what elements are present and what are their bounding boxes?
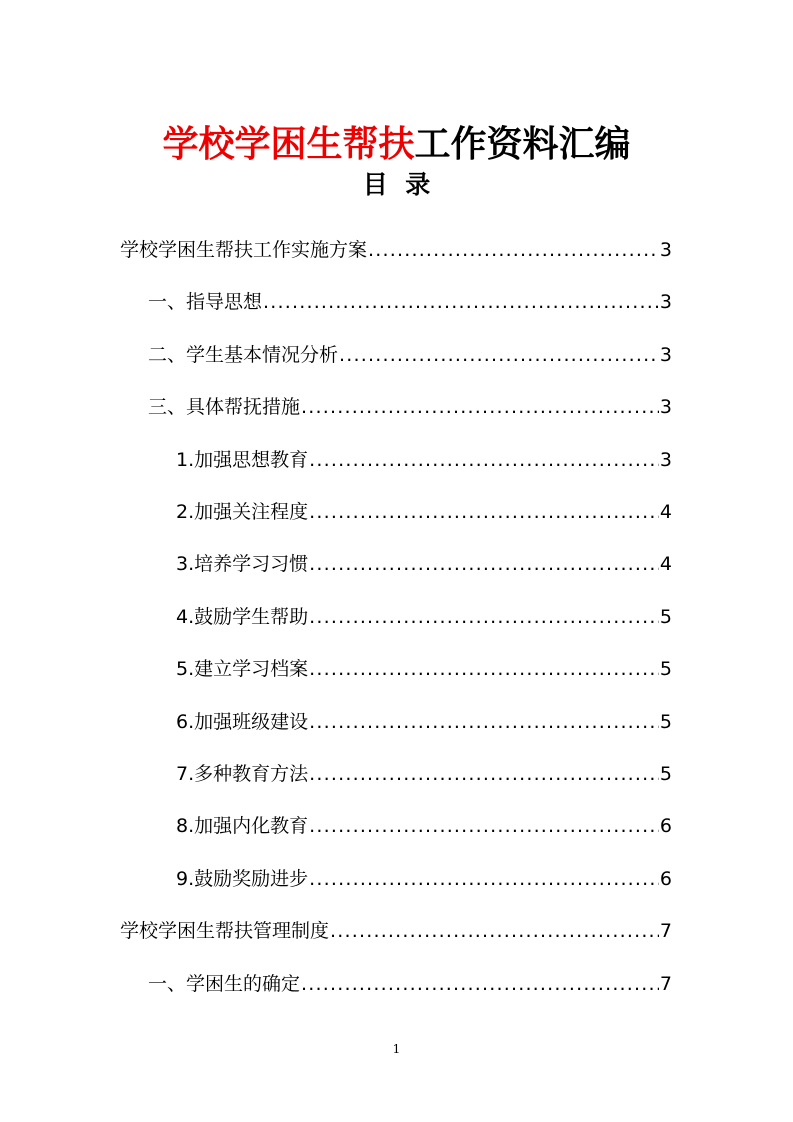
toc-leader-dots — [309, 708, 659, 736]
toc-entry[interactable] — [148, 288, 672, 316]
toc-heading: 目 录 — [362, 170, 431, 199]
toc-entry[interactable] — [148, 970, 672, 998]
toc-entry-label: 一、学困生的确定 — [148, 972, 301, 995]
toc-leader-dots — [309, 603, 659, 631]
toc-entry-page: 3 — [659, 448, 672, 471]
toc-leader-dots — [309, 498, 659, 526]
toc-leader-dots — [309, 865, 659, 893]
document-title — [0, 122, 793, 168]
toc-entry[interactable] — [176, 603, 672, 631]
toc-entry-page: 3 — [659, 239, 672, 261]
toc-entry-label: 3.培养学习习惯 — [176, 553, 309, 576]
toc-entry[interactable] — [176, 498, 672, 526]
toc-entry-page: 5 — [659, 605, 672, 628]
toc-entry[interactable] — [176, 446, 672, 474]
toc-leader-dots — [309, 655, 659, 683]
toc-leader-dots — [309, 812, 659, 840]
title-red-part: 学校学困生帮扶 — [162, 124, 415, 165]
toc-entry-label: 学校学困生帮扶管理制度 — [120, 920, 330, 943]
toc-entry[interactable] — [120, 236, 672, 264]
toc-entry-page: 7 — [659, 920, 672, 943]
toc-entry[interactable] — [148, 341, 672, 369]
toc-entry-page: 3 — [659, 291, 672, 314]
toc-entry[interactable] — [176, 865, 672, 893]
toc-entry-page: 5 — [659, 710, 672, 733]
toc-entry-page: 6 — [659, 815, 672, 838]
toc-entry[interactable] — [176, 550, 672, 578]
toc-entry[interactable] — [148, 393, 672, 421]
toc-leader-dots — [339, 341, 659, 369]
toc-entry[interactable] — [176, 655, 672, 683]
toc-entry-page: 4 — [659, 553, 672, 576]
toc-leader-dots — [368, 236, 659, 264]
toc-entry-label: 6.加强班级建设 — [176, 710, 309, 733]
toc-entry-label: 9.鼓励奖励进步 — [176, 867, 309, 890]
toc-entry-label: 5.建立学习档案 — [176, 658, 309, 681]
toc-leader-dots — [301, 393, 659, 421]
toc-entry-page: 6 — [659, 867, 672, 890]
toc-entry-label: 一、指导思想 — [148, 291, 263, 314]
toc-entry-page: 5 — [659, 658, 672, 681]
toc-entry-page: 4 — [659, 501, 672, 523]
toc-leader-dots — [330, 917, 659, 945]
toc-entry[interactable] — [120, 917, 672, 945]
toc-leader-dots — [309, 446, 659, 474]
toc-entry-label: 2.加强关注程度 — [176, 501, 309, 523]
toc-entry-page: 3 — [659, 343, 672, 366]
toc-entry-page: 3 — [659, 396, 672, 419]
toc-leader-dots — [309, 550, 659, 578]
page-number: 1 — [392, 1042, 401, 1056]
toc-entry[interactable] — [176, 708, 672, 736]
toc-entry-page: 5 — [659, 763, 672, 785]
toc-entry-label: 学校学困生帮扶工作实施方案 — [120, 239, 368, 261]
title-black-part: 工作资料汇编 — [414, 124, 631, 165]
toc-entry-label: 1.加强思想教育 — [176, 448, 309, 471]
toc-leader-dots — [301, 970, 659, 998]
toc-entry-label: 8.加强内化教育 — [176, 815, 309, 838]
toc-entry[interactable] — [176, 812, 672, 840]
toc-entry-label: 7.多种教育方法 — [176, 763, 309, 785]
toc-entry-label: 4.鼓励学生帮助 — [176, 605, 309, 628]
toc-entry[interactable] — [176, 760, 672, 788]
toc-leader-dots — [309, 760, 659, 788]
toc-entry-label: 二、学生基本情况分析 — [148, 343, 339, 366]
toc-leader-dots — [263, 288, 659, 316]
toc-entry-page: 7 — [659, 972, 672, 995]
toc-entry-label: 三、具体帮抚措施 — [148, 396, 301, 419]
